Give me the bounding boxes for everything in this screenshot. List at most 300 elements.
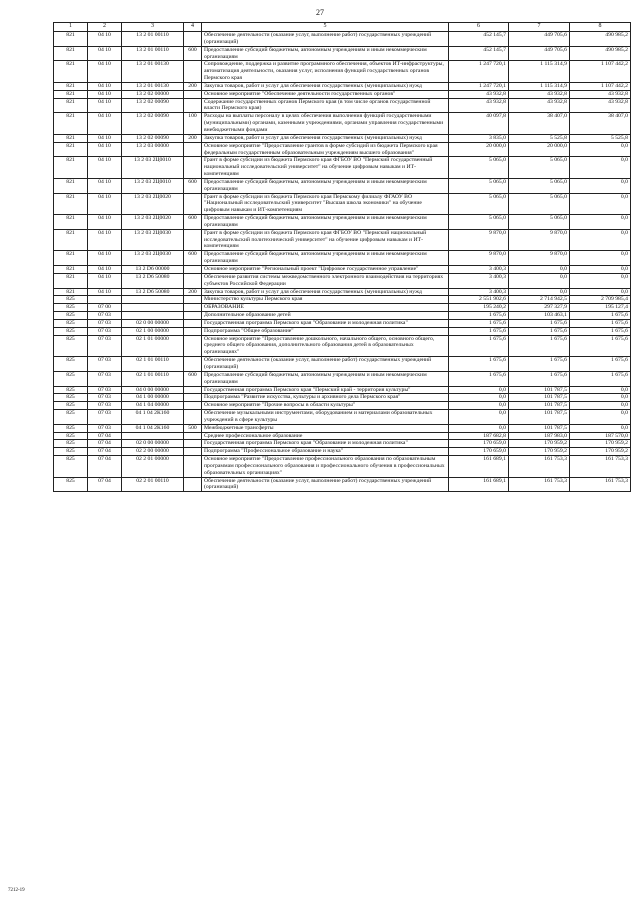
expense-type-cell <box>184 266 202 274</box>
amount-2-cell: 1 675,6 <box>509 327 570 335</box>
amount-1-cell: 1 675,6 <box>449 319 509 327</box>
amount-3-cell: 195 127,4 <box>570 304 631 312</box>
table-row <box>54 266 631 274</box>
expense-type-cell <box>184 335 202 357</box>
section-code-cell: 07 03 <box>88 371 122 386</box>
section-code-cell: 07 03 <box>88 394 122 402</box>
table-row <box>54 335 631 357</box>
expense-type-cell: 200 <box>184 134 202 142</box>
col-header: 1 <box>54 23 88 32</box>
expense-type-cell: 100 <box>184 113 202 135</box>
amount-3-cell: 0,0 <box>570 215 631 230</box>
expense-type-cell <box>184 229 202 251</box>
col-header: 6 <box>449 23 509 32</box>
description-cell: Предоставление субсидий бюджетным, автономным учреждениям и иным некоммерческим организациям <box>202 215 449 230</box>
amount-2-cell: 297 327,9 <box>509 304 570 312</box>
amount-2-cell: 5 065,0 <box>509 193 570 215</box>
description-cell: Обеспечение музыкальными инструментами, оборудованием и материалами образовательных учреждений в сфере культуры <box>202 410 449 425</box>
section-code-cell: 07 04 <box>88 448 122 456</box>
section-code-cell: 04 10 <box>88 266 122 274</box>
table-row <box>54 288 631 296</box>
amount-2-cell: 9 870,0 <box>509 229 570 251</box>
section-code-cell: 07 04 <box>88 456 122 478</box>
amount-1-cell: 43 932,8 <box>449 90 509 98</box>
section-code-cell: 07 04 <box>88 432 122 440</box>
section-code-cell: 04 10 <box>88 229 122 251</box>
ministry-code-cell: 821 <box>54 251 88 266</box>
amount-3-cell: 1 675,6 <box>570 371 631 386</box>
amount-2-cell: 5 065,0 <box>509 157 570 179</box>
ministry-code-cell: 825 <box>54 432 88 440</box>
expense-type-cell <box>184 296 202 304</box>
budget-table <box>53 22 631 492</box>
amount-3-cell: 0,0 <box>570 229 631 251</box>
target-code-cell: 13 2 03 2Ц0010 <box>122 157 184 179</box>
table-row <box>54 312 631 320</box>
amount-3-cell: 0,0 <box>570 178 631 193</box>
table-row <box>54 178 631 193</box>
table-row <box>54 456 631 478</box>
target-code-cell: 02 0 00 00000 <box>122 319 184 327</box>
amount-1-cell: 5 065,0 <box>449 157 509 179</box>
amount-1-cell: 5 065,0 <box>449 215 509 230</box>
section-code-cell: 04 10 <box>88 82 122 90</box>
table-row <box>54 357 631 372</box>
section-code-cell: 07 03 <box>88 386 122 394</box>
section-code-cell: 04 10 <box>88 288 122 296</box>
description-cell: Государственная программа Пермского края "Образование и молодежная политика" <box>202 440 449 448</box>
description-cell: Предоставление субсидий бюджетным, автономным учреждениям и иным некоммерческим организациям <box>202 178 449 193</box>
amount-2-cell: 5 525,8 <box>509 134 570 142</box>
amount-2-cell: 0,0 <box>509 266 570 274</box>
section-code-cell: 07 03 <box>88 424 122 432</box>
amount-1-cell: 452 145,7 <box>449 32 509 47</box>
section-code-cell: 07 00 <box>88 304 122 312</box>
amount-1-cell: 1 247 720,1 <box>449 61 509 83</box>
amount-1-cell: 5 065,0 <box>449 178 509 193</box>
table-row <box>54 327 631 335</box>
ministry-code-cell: 825 <box>54 448 88 456</box>
amount-3-cell: 0,0 <box>570 273 631 288</box>
target-code-cell: 04 1 04 2К160 <box>122 424 184 432</box>
description-cell: Обеспечение деятельности (оказание услуг, выполнение работ) государственных учреждений (организаций) <box>202 477 449 492</box>
target-code-cell: 13 2 01 00130 <box>122 82 184 90</box>
amount-3-cell: 1 107 442,2 <box>570 61 631 83</box>
description-cell: Подпрограмма "Профессиональное образование и наука" <box>202 448 449 456</box>
section-code-cell: 04 10 <box>88 98 122 113</box>
amount-3-cell: 0,0 <box>570 424 631 432</box>
description-cell: Предоставление субсидий бюджетным, автономным учреждениям и иным некоммерческим организациям <box>202 251 449 266</box>
amount-1-cell: 0,0 <box>449 424 509 432</box>
amount-3-cell: 1 675,6 <box>570 327 631 335</box>
amount-3-cell: 0,0 <box>570 193 631 215</box>
description-cell: Обеспечение деятельности (оказание услуг, выполнение работ) государственных учреждений (организаций) <box>202 32 449 47</box>
amount-1-cell: 2 551 902,6 <box>449 296 509 304</box>
amount-3-cell: 0,0 <box>570 386 631 394</box>
section-code-cell: 04 10 <box>88 61 122 83</box>
amount-3-cell: 1 675,6 <box>570 335 631 357</box>
description-cell: Основное мероприятие "Региональный проект "Цифровое государственное управление" <box>202 266 449 274</box>
amount-3-cell: 0,0 <box>570 157 631 179</box>
section-code-cell: 04 10 <box>88 90 122 98</box>
expense-type-cell <box>184 394 202 402</box>
target-code-cell: 13 2 01 00110 <box>122 46 184 61</box>
amount-3-cell: 0,0 <box>570 288 631 296</box>
target-code-cell: 13 2 03 2Ц0030 <box>122 229 184 251</box>
expense-type-cell <box>184 98 202 113</box>
amount-1-cell: 3 400,3 <box>449 273 509 288</box>
col-header: 4 <box>184 23 202 32</box>
expense-type-cell <box>184 312 202 320</box>
amount-1-cell: 1 675,6 <box>449 371 509 386</box>
amount-3-cell: 0,0 <box>570 402 631 410</box>
table-row <box>54 402 631 410</box>
expense-type-cell: 600 <box>184 215 202 230</box>
section-code-cell: 07 03 <box>88 312 122 320</box>
amount-1-cell: 0,0 <box>449 402 509 410</box>
description-cell: Основное мероприятие "Обеспечение деятельности государственных органов" <box>202 90 449 98</box>
amount-2-cell: 187 983,0 <box>509 432 570 440</box>
table-row <box>54 319 631 327</box>
amount-3-cell: 38 407,0 <box>570 113 631 135</box>
amount-3-cell: 161 753,3 <box>570 456 631 478</box>
target-code-cell <box>122 296 184 304</box>
ministry-code-cell: 821 <box>54 90 88 98</box>
amount-2-cell: 5 065,0 <box>509 215 570 230</box>
section-code-cell: 07 03 <box>88 327 122 335</box>
amount-3-cell: 0,0 <box>570 410 631 425</box>
amount-1-cell: 161 689,1 <box>449 456 509 478</box>
description-cell: Основное мероприятие "Предоставление профессионального образования по образовательным программам профессионального образования и профессионального обучения в профессиональных образовательных организациях" <box>202 456 449 478</box>
amount-1-cell: 1 675,6 <box>449 327 509 335</box>
table-row <box>54 304 631 312</box>
description-cell: Содержание государственных органов Пермского края (в том числе органов государственной власти Пермского края) <box>202 98 449 113</box>
amount-3-cell: 187 570,0 <box>570 432 631 440</box>
description-cell: Подпрограмма "Развитие искусства, культуры и архивного дела Пермского края" <box>202 394 449 402</box>
description-cell: Закупка товаров, работ и услуг для обеспечения государственных (муниципальных) нужд <box>202 134 449 142</box>
amount-2-cell: 101 787,5 <box>509 402 570 410</box>
target-code-cell: 04 1 04 2К160 <box>122 410 184 425</box>
amount-1-cell: 0,0 <box>449 410 509 425</box>
section-code-cell: 07 04 <box>88 440 122 448</box>
target-code-cell: 02 2 00 00000 <box>122 448 184 456</box>
description-cell: Грант в форме субсидии из бюджета Пермского края ФГБОУ ВО "Пермский государственный национальный исследовательский университет" на обучение цифровым навыкам и ИТ-компетенциям <box>202 157 449 179</box>
ministry-code-cell: 825 <box>54 410 88 425</box>
ministry-code-cell: 821 <box>54 32 88 47</box>
expense-type-cell: 600 <box>184 178 202 193</box>
amount-2-cell: 1 115 314,9 <box>509 61 570 83</box>
ministry-code-cell: 825 <box>54 312 88 320</box>
table-row <box>54 32 631 47</box>
expense-type-cell <box>184 32 202 47</box>
amount-3-cell: 170 959,2 <box>570 448 631 456</box>
table-row <box>54 98 631 113</box>
section-code-cell: 07 03 <box>88 357 122 372</box>
target-code-cell: 13 2 02 00090 <box>122 113 184 135</box>
target-code-cell: 02 2 01 00110 <box>122 477 184 492</box>
ministry-code-cell: 825 <box>54 386 88 394</box>
section-code-cell: 04 10 <box>88 113 122 135</box>
description-cell: Грант в форме субсидии из бюджета Пермского края Пермскому филиалу ФГАОУ ВО "Национальный исследовательский университет "Высшая школа экономики" на обучение цифровым навыкам и ИТ-компетенциям <box>202 193 449 215</box>
amount-1-cell: 1 675,6 <box>449 312 509 320</box>
expense-type-cell <box>184 386 202 394</box>
amount-2-cell: 1 115 314,9 <box>509 82 570 90</box>
amount-1-cell: 5 065,0 <box>449 193 509 215</box>
expense-type-cell: 600 <box>184 46 202 61</box>
description-cell: Основное мероприятие "Предоставление грантов в форме субсидий из бюджета Пермского края федеральным государственным образовательным учреждениям высшего образования" <box>202 142 449 157</box>
target-code-cell: 02 1 01 00000 <box>122 335 184 357</box>
table-row <box>54 394 631 402</box>
section-code-cell: 07 04 <box>88 477 122 492</box>
amount-2-cell: 161 753,3 <box>509 456 570 478</box>
amount-1-cell: 1 247 720,1 <box>449 82 509 90</box>
expense-type-cell <box>184 357 202 372</box>
target-code-cell: 13 2 01 00130 <box>122 61 184 83</box>
amount-2-cell: 101 787,5 <box>509 410 570 425</box>
col-header: 8 <box>570 23 631 32</box>
section-code-cell: 07 03 <box>88 319 122 327</box>
table-row <box>54 251 631 266</box>
target-code-cell: 13 2 03 00000 <box>122 142 184 157</box>
footer-code: 7212-19 <box>8 888 25 893</box>
expense-type-cell <box>184 456 202 478</box>
section-code-cell: 04 10 <box>88 134 122 142</box>
expense-type-cell <box>184 477 202 492</box>
amount-2-cell: 1 675,6 <box>509 357 570 372</box>
section-code-cell: 04 10 <box>88 157 122 179</box>
target-code-cell <box>122 432 184 440</box>
table-row <box>54 142 631 157</box>
expense-type-cell <box>184 448 202 456</box>
expense-type-cell <box>184 440 202 448</box>
amount-2-cell: 170 959,2 <box>509 440 570 448</box>
amount-3-cell: 1 675,6 <box>570 357 631 372</box>
description-cell: Подпрограмма "Общее образование" <box>202 327 449 335</box>
expense-type-cell <box>184 61 202 83</box>
expense-type-cell <box>184 273 202 288</box>
amount-3-cell: 0,0 <box>570 251 631 266</box>
ministry-code-cell: 825 <box>54 440 88 448</box>
col-header: 5 <box>202 23 449 32</box>
target-code-cell: 04 1 00 00000 <box>122 394 184 402</box>
amount-3-cell: 5 525,8 <box>570 134 631 142</box>
description-cell: ОБРАЗОВАНИЕ <box>202 304 449 312</box>
amount-1-cell: 161 689,1 <box>449 477 509 492</box>
section-code-cell: 04 10 <box>88 193 122 215</box>
amount-3-cell: 490 985,2 <box>570 46 631 61</box>
table-row <box>54 371 631 386</box>
table-header-row <box>54 23 631 32</box>
description-cell: Обеспечение развития системы межведомственного электронного взаимодействия на территориях субъектов Российской Федерации <box>202 273 449 288</box>
table-row <box>54 193 631 215</box>
description-cell: Государственная программа Пермского края "Образование и молодежная политика" <box>202 319 449 327</box>
ministry-code-cell: 821 <box>54 142 88 157</box>
target-code-cell: 13 2 D6 00000 <box>122 266 184 274</box>
ministry-code-cell: 825 <box>54 296 88 304</box>
section-code-cell: 04 10 <box>88 215 122 230</box>
target-code-cell: 02 2 01 00000 <box>122 456 184 478</box>
description-cell: Министерство культуры Пермского края <box>202 296 449 304</box>
expense-type-cell <box>184 193 202 215</box>
target-code-cell: 02 0 00 00000 <box>122 440 184 448</box>
table-row <box>54 134 631 142</box>
amount-2-cell: 9 870,0 <box>509 251 570 266</box>
target-code-cell: 13 2 03 2Ц0020 <box>122 193 184 215</box>
target-code-cell: 13 2 03 2Ц0030 <box>122 251 184 266</box>
amount-2-cell: 101 787,5 <box>509 394 570 402</box>
section-code-cell: 07 03 <box>88 402 122 410</box>
target-code-cell: 02 1 01 00110 <box>122 357 184 372</box>
target-code-cell: 13 2 D6 50080 <box>122 273 184 288</box>
amount-1-cell: 1 675,6 <box>449 357 509 372</box>
amount-1-cell: 195 240,2 <box>449 304 509 312</box>
section-code-cell: 04 10 <box>88 32 122 47</box>
amount-2-cell: 2 714 942,5 <box>509 296 570 304</box>
amount-3-cell: 1 107 442,2 <box>570 82 631 90</box>
table-row <box>54 296 631 304</box>
target-code-cell: 02 1 00 00000 <box>122 327 184 335</box>
section-code-cell: 07 03 <box>88 335 122 357</box>
amount-2-cell: 20 000,0 <box>509 142 570 157</box>
amount-2-cell: 0,0 <box>509 288 570 296</box>
expense-type-cell: 200 <box>184 82 202 90</box>
target-code-cell: 04 0 00 00000 <box>122 386 184 394</box>
expense-type-cell <box>184 157 202 179</box>
target-code-cell: 13 2 01 00110 <box>122 32 184 47</box>
amount-2-cell: 1 675,6 <box>509 319 570 327</box>
description-cell: Предоставление субсидий бюджетным, автономным учреждениям и иным некоммерческим организациям <box>202 371 449 386</box>
ministry-code-cell: 825 <box>54 477 88 492</box>
table-row <box>54 229 631 251</box>
ministry-code-cell: 821 <box>54 193 88 215</box>
ministry-code-cell: 821 <box>54 157 88 179</box>
table-row <box>54 82 631 90</box>
table-row <box>54 386 631 394</box>
ministry-code-cell: 825 <box>54 335 88 357</box>
table-row <box>54 448 631 456</box>
amount-2-cell: 5 065,0 <box>509 178 570 193</box>
ministry-code-cell: 825 <box>54 304 88 312</box>
table-row <box>54 440 631 448</box>
table-row <box>54 424 631 432</box>
amount-2-cell: 449 705,6 <box>509 46 570 61</box>
ministry-code-cell: 821 <box>54 82 88 90</box>
ministry-code-cell: 821 <box>54 288 88 296</box>
amount-1-cell: 43 932,8 <box>449 98 509 113</box>
amount-3-cell: 1 675,6 <box>570 312 631 320</box>
amount-2-cell: 43 932,8 <box>509 98 570 113</box>
description-cell: Предоставление субсидий бюджетным, автономным учреждениям и иным некоммерческим организациям <box>202 46 449 61</box>
col-header: 3 <box>122 23 184 32</box>
expense-type-cell: 600 <box>184 371 202 386</box>
expense-type-cell <box>184 410 202 425</box>
amount-1-cell: 3 400,3 <box>449 288 509 296</box>
description-cell: Дополнительное образование детей <box>202 312 449 320</box>
table-row <box>54 46 631 61</box>
amount-2-cell: 38 407,0 <box>509 113 570 135</box>
amount-1-cell: 3 835,0 <box>449 134 509 142</box>
table-row <box>54 90 631 98</box>
ministry-code-cell: 821 <box>54 266 88 274</box>
description-cell: Обеспечение деятельности (оказание услуг, выполнение работ) государственных учреждений (организаций) <box>202 357 449 372</box>
amount-1-cell: 9 870,0 <box>449 229 509 251</box>
amount-1-cell: 0,0 <box>449 394 509 402</box>
amount-1-cell: 40 097,8 <box>449 113 509 135</box>
table-row <box>54 113 631 135</box>
amount-2-cell: 449 705,6 <box>509 32 570 47</box>
table-row <box>54 477 631 492</box>
table-row <box>54 273 631 288</box>
amount-2-cell: 170 959,2 <box>509 448 570 456</box>
target-code-cell: 13 2 02 00090 <box>122 134 184 142</box>
amount-3-cell: 0,0 <box>570 394 631 402</box>
table-row <box>54 157 631 179</box>
description-cell: Среднее профессиональное образование <box>202 432 449 440</box>
ministry-code-cell: 825 <box>54 371 88 386</box>
amount-2-cell: 0,0 <box>509 273 570 288</box>
section-code-cell: 04 10 <box>88 273 122 288</box>
expense-type-cell <box>184 90 202 98</box>
expense-type-cell <box>184 402 202 410</box>
ministry-code-cell: 825 <box>54 402 88 410</box>
section-code-cell <box>88 296 122 304</box>
ministry-code-cell: 821 <box>54 178 88 193</box>
description-cell: Межбюджетные трансферты <box>202 424 449 432</box>
amount-2-cell: 43 932,8 <box>509 90 570 98</box>
description-cell: Основное мероприятие "Прочие вопросы в области культуры" <box>202 402 449 410</box>
description-cell: Закупка товаров, работ и услуг для обеспечения государственных (муниципальных) нужд <box>202 288 449 296</box>
section-code-cell: 04 10 <box>88 251 122 266</box>
amount-2-cell: 1 675,6 <box>509 335 570 357</box>
ministry-code-cell: 821 <box>54 229 88 251</box>
amount-2-cell: 101 787,5 <box>509 386 570 394</box>
target-code-cell <box>122 312 184 320</box>
ministry-code-cell: 821 <box>54 61 88 83</box>
amount-3-cell: 170 959,2 <box>570 440 631 448</box>
expense-type-cell <box>184 319 202 327</box>
description-cell: Сопровождение, поддержка и развитие программного обеспечения, объектов ИТ-инфраструктуры, автоматизация деятельности, оказания услуг, исполнения функций государственных органов Пермского края <box>202 61 449 83</box>
table-row <box>54 432 631 440</box>
description-cell: Грант в форме субсидии из бюджета Пермского края ФГБОУ ВО "Пермский национальный исследовательский политехнический университет" на обучение цифровым навыкам и ИТ-компетенциям <box>202 229 449 251</box>
expense-type-cell: 200 <box>184 288 202 296</box>
amount-1-cell: 3 400,3 <box>449 266 509 274</box>
section-code-cell: 07 03 <box>88 410 122 425</box>
expense-type-cell <box>184 327 202 335</box>
amount-1-cell: 0,0 <box>449 386 509 394</box>
section-code-cell: 04 10 <box>88 46 122 61</box>
target-code-cell <box>122 304 184 312</box>
amount-3-cell: 43 932,8 <box>570 90 631 98</box>
ministry-code-cell: 821 <box>54 113 88 135</box>
expense-type-cell <box>184 142 202 157</box>
ministry-code-cell: 825 <box>54 327 88 335</box>
amount-1-cell: 170 659,0 <box>449 440 509 448</box>
ministry-code-cell: 821 <box>54 98 88 113</box>
ministry-code-cell: 825 <box>54 456 88 478</box>
target-code-cell: 13 2 03 2Ц0010 <box>122 178 184 193</box>
amount-3-cell: 490 985,2 <box>570 32 631 47</box>
ministry-code-cell: 821 <box>54 215 88 230</box>
col-header: 7 <box>509 23 570 32</box>
col-header: 2 <box>88 23 122 32</box>
target-code-cell: 13 2 02 00090 <box>122 98 184 113</box>
expense-type-cell: 600 <box>184 251 202 266</box>
expense-type-cell <box>184 432 202 440</box>
amount-1-cell: 170 659,0 <box>449 448 509 456</box>
ministry-code-cell: 821 <box>54 273 88 288</box>
ministry-code-cell: 825 <box>54 394 88 402</box>
amount-1-cell: 1 675,6 <box>449 335 509 357</box>
